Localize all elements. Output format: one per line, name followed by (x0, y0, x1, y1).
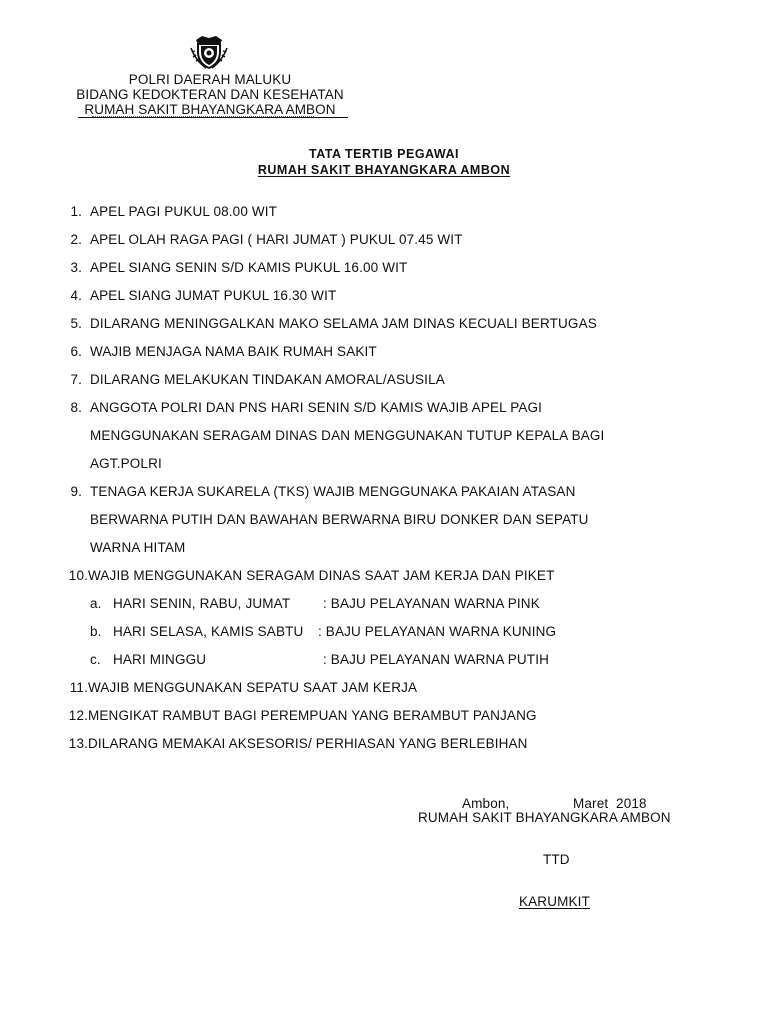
letterhead-rule (78, 117, 348, 118)
letterhead-line-2: BIDANG KEDOKTERAN DAN KESEHATAN (76, 87, 344, 102)
rule-item-continuation: AGT.POLRI (90, 456, 162, 471)
letterhead (60, 72, 360, 117)
letterhead-line-3: RUMAH SAKIT BHAYANGKARA AMBON (84, 102, 336, 117)
letterhead-line-1: POLRI DAERAH MALUKU (128, 72, 292, 87)
document-page: POLRI DAERAH MALUKU BIDANG KEDOKTERAN DAN KESEHATAN RUMAH SAKIT BHAYANGKARA AMBON TATA TERTIB PEGAWAI RUMAH SAKIT BHAYANGKARA AMBON 1. APEL PAGI PUKUL 08.00 WIT 2. APEL OLAH RAGA PAGI ( HARI JUMAT ) PUKUL 07.45 WIT 3. APEL SIANG SENIN S/D KAMIS PUKUL 16.00 WIT 4. APEL SIANG JUMAT PUKUL 16.30 WIT 5. DILARANG MENINGGALKAN MAKO SELAMA JAM DINAS KECUALI BERTUGAS 6. WAJIB MENJAGA NAMA BAIK RUMAH SAKIT 7. DILARANG MELAKUKAN TINDAKAN AMORAL/ASUSILA 8. ANGGOTA POLRI DAN PNS HARI SENIN S/D KAMIS WAJIB APEL PAGI MENGGUNAKAN SERAGAM DINAS DAN MENGGUNAKAN TUTUP KEPALA BAGI AGT.POLRI 9. TENAGA KERJA SUKARELA (TKS) WAJIB MENGGUNAKA PAKAIAN ATASAN BERWARNA PUTIH DAN BAWAHAN BERWARNA BIRU DONKER DAN SEPATU WARNA HITAM 10. WAJIB MENGGUNAKAN SERAGAM DINAS SAAT JAM KERJA DAN PIKET a. HARI SENIN, RABU, JUMAT : BAJU PELAYANAN WARNA PINK b. HARI SELASA, KAMIS SABTU : BAJU PELAYANAN WARNA KUNING c. HARI MINGGU : BAJU PELAYANAN WARNA PUTIH 11. WAJIB MENGGUNAKAN SEPATU SAAT JAM KERJA 12. MENGIKAT RAMBUT BAGI PEREMPUAN YANG BERAMBUT PANJANG 13. DILARANG MEMAKAI AKSESORIS/ PERHIASAN YANG BERLEBIHAN Ambon, Maret 2018 RUMAH SAKIT BHAYANGKARA AMBON TTD KARUMKIT (0, 0, 768, 1024)
signature-date: Maret 2018 (573, 796, 647, 811)
document-subtitle: RUMAH SAKIT BHAYANGKARA AMBON (257, 163, 511, 177)
signature-ttd: TTD (543, 852, 570, 867)
signature-institution: RUMAH SAKIT BHAYANGKARA AMBON (418, 810, 671, 825)
signer-title: KARUMKIT (519, 894, 590, 909)
polri-emblem-icon (190, 34, 228, 70)
signature-place: Ambon, (462, 796, 510, 811)
letterhead-cut-line (92, 114, 314, 117)
rule-item-continuation: WARNA HITAM (90, 540, 186, 555)
document-title: TATA TERTIB PEGAWAI (308, 147, 459, 161)
rule-item-continuation: MENGGUNAKAN SERAGAM DINAS DAN MENGGUNAKAN TUTUP KEPALA BAGI (90, 428, 605, 443)
rule-item-continuation: BERWARNA PUTIH DAN BAWAHAN BERWARNA BIRU DONKER DAN SEPATU (90, 512, 589, 527)
